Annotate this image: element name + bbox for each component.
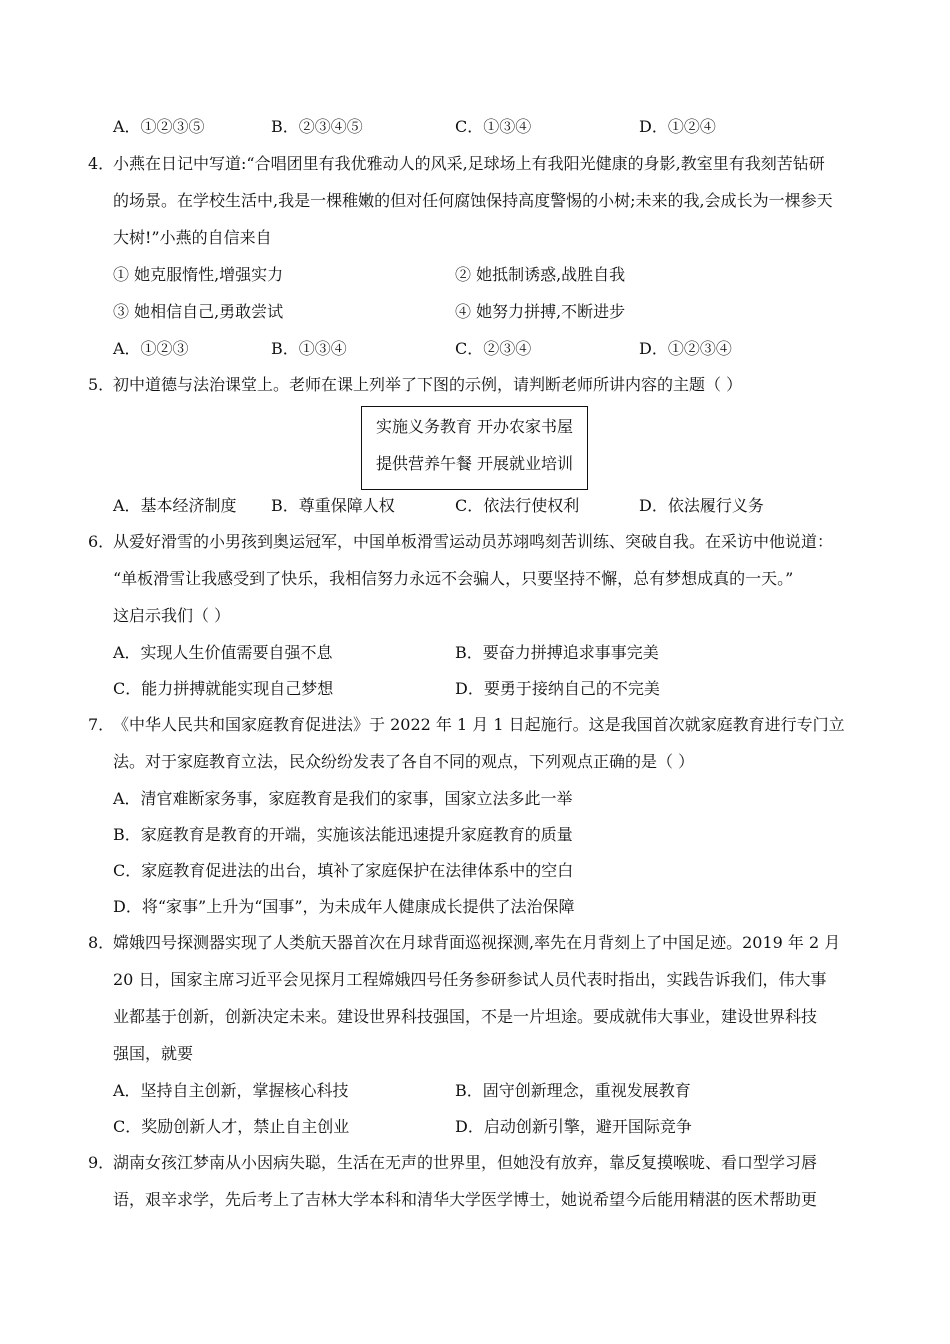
q4-statement-2: ② 她抵制诱惑,战胜自我 [455, 265, 626, 284]
q3-option-c: C．①③④ [455, 117, 532, 136]
q9-number: 9． [88, 1153, 115, 1172]
q4-statement-4: ④ 她努力拼搏,不断进步 [455, 302, 626, 321]
q6-number: 6． [88, 532, 115, 551]
q5-option-d: D．依法履行义务 [639, 496, 764, 515]
q8-option-a: A．坚持自主创新，掌握核心科技 [113, 1081, 349, 1100]
q6-line-2: “单板滑雪让我感受到了快乐，我相信努力永远不会骗人，只要坚持不懈，总有梦想成真的一天。” [113, 569, 794, 588]
q5-option-c: C．依法行使权利 [455, 496, 580, 515]
q8-line-3: 业都基于创新，创新决定未来。建设世界科技强国，不是一片坦途。要成就伟大事业，建设世界科技 [113, 1007, 818, 1026]
q4-option-a: A．①②③ [113, 339, 189, 358]
q7-number: 7． [88, 715, 115, 734]
q5-number: 5． [88, 375, 115, 394]
q3-option-d: D．①②④ [639, 117, 716, 136]
q4-line-2: 的场景。在学校生活中,我是一棵稚嫩的但对任何腐蚀保持高度警惕的小树;未来的我,会成长为一棵参天 [113, 191, 833, 210]
q5-box-row-1: 实施义务教育 开办农家书屋 [375, 417, 574, 436]
q4-line-3: 大树!”小燕的自信来自 [113, 228, 272, 247]
q8-line-4: 强国，就要 [113, 1044, 194, 1063]
q8-line-1: 嫦娥四号探测器实现了人类航天器首次在月球背面巡视探测,率先在月背刻上了中国足迹。2019 年 2 月 [113, 933, 841, 952]
q8-line-2: 20 日，国家主席习近平会见探月工程嫦娥四号任务参研参试人员代表时指出，实践告诉我们，伟大事 [113, 970, 827, 989]
q7-line-2: 法。对于家庭教育立法，民众纷纷发表了各自不同的观点，下列观点正确的是（ ） [113, 752, 695, 771]
q4-line-1: 小燕在日记中写道:“合唱团里有我优雅动人的风采,足球场上有我阳光健康的身影,教室里有我刻苦钻研 [113, 154, 825, 173]
q9-line-2: 语，艰辛求学，先后考上了吉林大学本科和清华大学医学博士，她说希望今后能用精湛的医术帮助更 [113, 1190, 818, 1209]
q5-option-b: B．尊重保障人权 [271, 496, 395, 515]
q7-option-c: C．家庭教育促进法的出台，填补了家庭保护在法律体系中的空白 [113, 861, 574, 880]
q5-option-a: A．基本经济制度 [113, 496, 237, 515]
q6-line-3: 这启示我们（ ） [113, 606, 231, 625]
q4-option-b: B．①③④ [271, 339, 347, 358]
q4-option-c: C．②③④ [455, 339, 532, 358]
q4-option-d: D．①②③④ [639, 339, 732, 358]
q6-option-b: B．要奋力拼搏追求事事完美 [455, 643, 659, 662]
q4-statement-1: ① 她克服惰性,增强实力 [113, 265, 284, 284]
q5-example-box [361, 406, 588, 490]
q8-option-c: C．奖励创新人才，禁止自主创业 [113, 1117, 350, 1136]
q9-line-1: 湖南女孩江梦南从小因病失聪，生活在无声的世界里，但她没有放弃，靠反复摸喉咙、看口型学习唇 [113, 1153, 818, 1172]
q7-option-b: B．家庭教育是教育的开端，实施该法能迅速提升家庭教育的质量 [113, 825, 573, 844]
q6-line-1: 从爱好滑雪的小男孩到奥运冠军，中国单板滑雪运动员苏翊鸣刻苦训练、突破自我。在采访中他说道： [113, 532, 834, 551]
q7-option-d: D．将“家事”上升为“国事”，为未成年人健康成长提供了法治保障 [113, 897, 575, 916]
q8-option-d: D．启动创新引擎，避开国际竞争 [455, 1117, 692, 1136]
q3-option-a: A．①②③⑤ [113, 117, 205, 136]
q8-option-b: B．固守创新理念，重视发展教育 [455, 1081, 691, 1100]
q4-number: 4． [88, 154, 115, 173]
q6-option-c: C．能力拼搏就能实现自己梦想 [113, 679, 334, 698]
q7-option-a: A．清官难断家务事，家庭教育是我们的家事，国家立法多此一举 [113, 789, 573, 808]
q3-option-b: B．②③④⑤ [271, 117, 363, 136]
q7-line-1: 《中华人民共和国家庭教育促进法》于 2022 年 1 月 1 日起施行。这是我国首次就家庭教育进行专门立 [113, 715, 845, 734]
q5-line-1: 初中道德与法治课堂上。老师在课上列举了下图的示例，请判断老师所讲内容的主题（ ） [113, 375, 743, 394]
q6-option-d: D．要勇于接纳自己的不完美 [455, 679, 660, 698]
q8-number: 8． [88, 933, 115, 952]
q5-box-row-2: 提供营养午餐 开展就业培训 [375, 454, 574, 473]
q6-option-a: A．实现人生价值需要自强不息 [113, 643, 333, 662]
q4-statement-3: ③ 她相信自己,勇敢尝试 [113, 302, 284, 321]
